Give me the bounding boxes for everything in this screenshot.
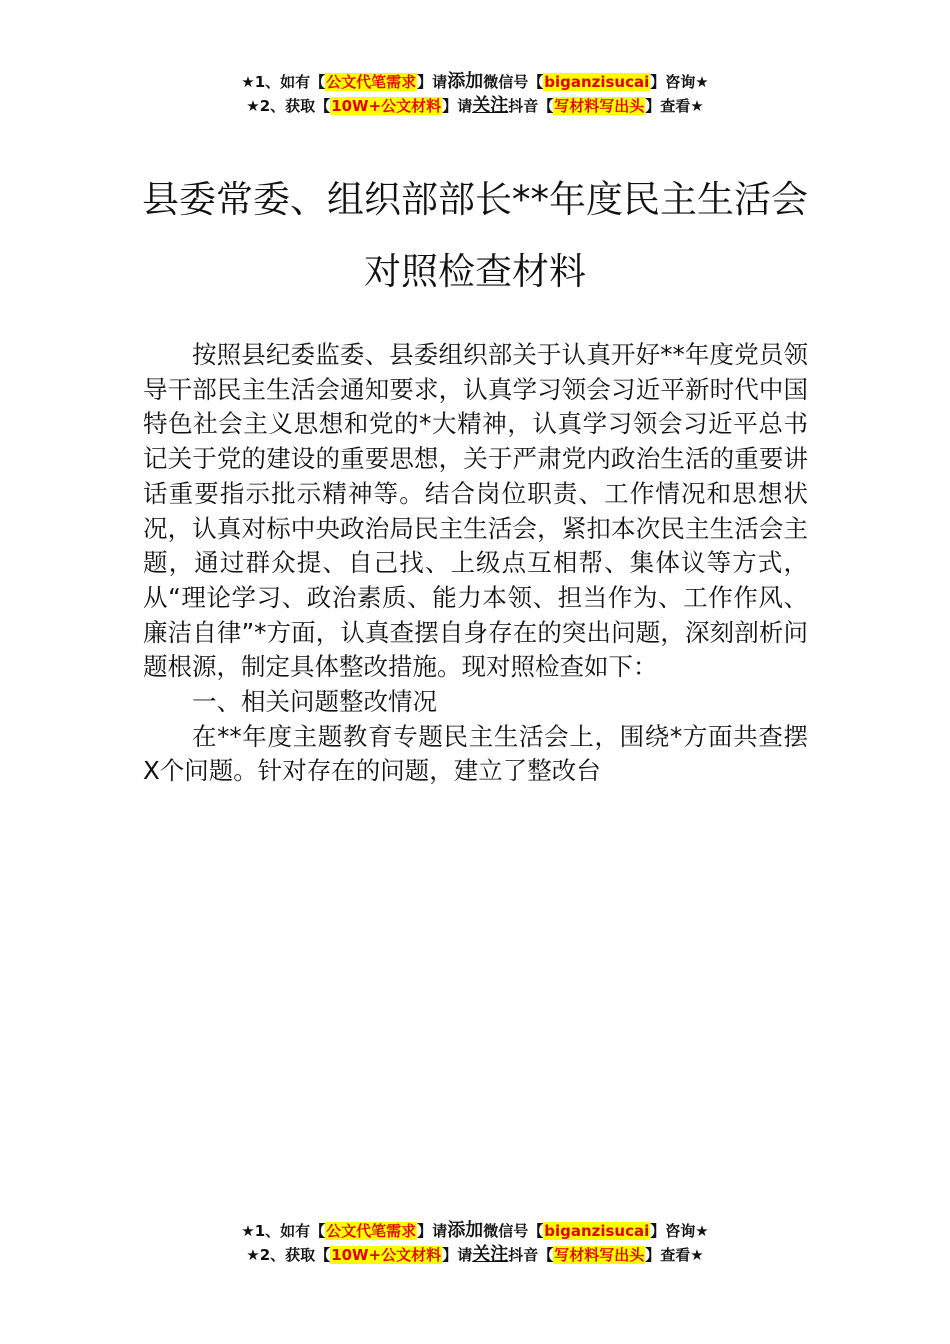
section-heading: 一、相关问题整改情况 bbox=[192, 687, 437, 717]
document-body bbox=[143, 338, 808, 789]
intro-paragraph: 按照县纪委监委、县委组织部关于认真开好**年度党员领导干部民主生活会通知要求，认真学习领会习近平新时代中国特色社会主义思想和党的*大精神，认真学习领会习近平总书记关于党的建设的重要思想，关于严肃党内政治生活的重要讲话重要指示批示精神等。结合岗位职责、工作情况和思想状况，认真对标中央政治局民主生活会，紧扣本次民主生活会主题，通过群众提、自己找、上级点互相帮、集体议等方式，从“理论学习、政治素质、能力本领、担当作为、工作作风、廉洁自律”*方面，认真查摆自身存在的突出问题，深刻剖析问题根源，制定具体整改措施。现对照检查如下： bbox=[143, 340, 808, 682]
banner-line-1: ★1、如有【公文代笔需求】请添加微信号【biganzisucai】咨询★ bbox=[241, 1220, 709, 1241]
highlight-service: 公文代笔需求 bbox=[326, 1222, 417, 1240]
highlight-douyin: 写材料写出头 bbox=[554, 1246, 645, 1264]
banner-line-1: ★1、如有【公文代笔需求】请添加微信号【biganzisucai】咨询★ bbox=[241, 71, 709, 92]
section-paragraph: 在**年度主题教育专题民主生活会上，围绕*方面共查摆X个问题。针对存在的问题，建立了整改台 bbox=[143, 721, 808, 786]
document-title-line-2: 对照检查材料 bbox=[364, 250, 586, 293]
banner-line-2: ★2、获取【10W+公文材料】请关注抖音【写材料写出头】查看★ bbox=[246, 95, 704, 116]
highlight-service: 公文代笔需求 bbox=[326, 73, 417, 91]
highlight-materials: 10W+公文材料 bbox=[331, 97, 442, 115]
banner-line-2: ★2、获取【10W+公文材料】请关注抖音【写材料写出头】查看★ bbox=[246, 1244, 704, 1265]
highlight-wechat-id: biganzisucai bbox=[544, 73, 650, 91]
highlight-materials: 10W+公文材料 bbox=[331, 1246, 442, 1264]
highlight-douyin: 写材料写出头 bbox=[554, 97, 645, 115]
document-title-line-1: 县委常委、组织部部长**年度民主生活会 bbox=[142, 178, 808, 221]
highlight-wechat-id: biganzisucai bbox=[544, 1222, 650, 1240]
header-banner bbox=[0, 70, 950, 118]
footer-banner bbox=[0, 1219, 950, 1267]
